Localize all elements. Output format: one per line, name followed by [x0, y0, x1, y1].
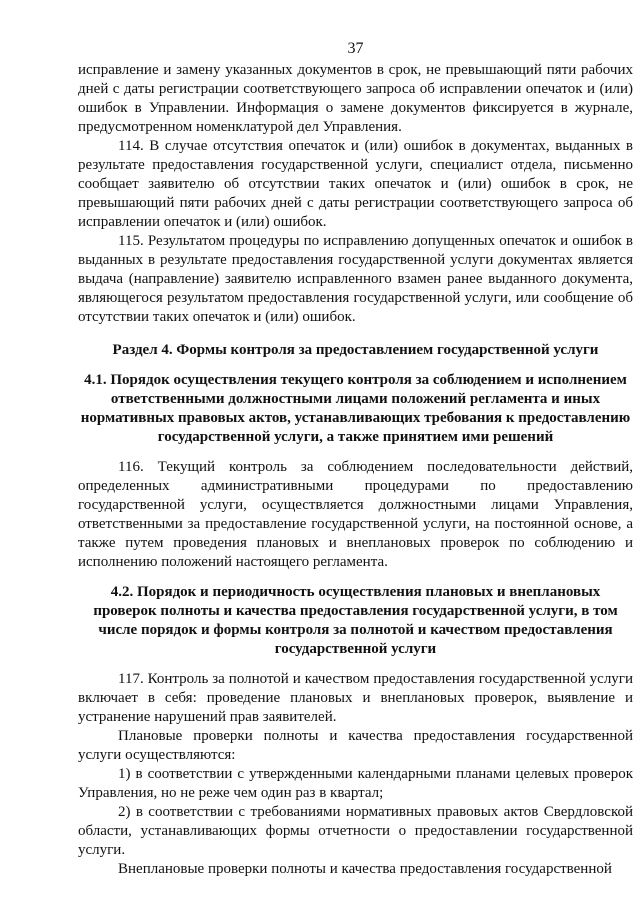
subsection-4-1-title: 4.1. Порядок осуществления текущего контроля за соблюдением и исполнением ответственными должностными лицами положений регламента и иных нормативных правовых актов, устанавливающих требования к предоставлению государственной услуги, а также принятием ими решений [80, 372, 631, 445]
list-item-1: 1) в соответствии с утвержденными календарными планами целевых проверок Управления, но не реже чем один раз в квартал; [78, 766, 633, 801]
unplanned-checks-start: Внеплановые проверки полноты и качества предоставления государственной [118, 861, 612, 877]
list-item-2: 2) в соответствии с требованиями нормативных правовых актов Свердловской области, устанавливающих формы отчетности о предоставлении государственной услуги. [78, 804, 633, 858]
paragraph-116: 116. Текущий контроль за соблюдением последовательности действий, определенных административными процедурами по предоставлению государственной услуги, осуществляется должностными лицами Управления, ответственными за предоставление государственной услуги, на постоянной основе, а также путем проведения плановых и внеплановых проверок по соблюдению и исполнению положений настоящего регламента. [78, 459, 633, 570]
document-body [78, 61, 633, 879]
paragraph-117: 117. Контроль за полнотой и качеством предоставления государственной услуги включает в себя: проведение плановых и внеплановых проверок, выявление и устранение нарушений прав заявителей. [78, 671, 633, 725]
page-number: 37 [347, 40, 364, 57]
paragraph-114: 114. В случае отсутствия опечаток и (или) ошибок в документах, выданных в результате предоставления государственной услуги, специалист отдела, письменно сообщает заявителю об отсутствии таких опечаток и (или) ошибок в срок, не превышающий пяти рабочих дней с даты регистрации соответствующего запроса об исправлении опечаток и (или) ошибок. [78, 138, 633, 230]
section-4-title: Раздел 4. Формы контроля за предоставлением государственной услуги [112, 342, 599, 358]
paragraph-115: 115. Результатом процедуры по исправлению допущенных опечаток и ошибок в выданных в результате предоставления государственной услуги документах является выдача (направление) заявителю исправленного взамен ранее выданного документа, являющегося результатом предоставления государственной услуги, или сообщение об отсутствии таких опечаток и (или) ошибок. [78, 233, 633, 325]
paragraph-continuation: исправление и замену указанных документов в срок, не превышающий пяти рабочих дней с даты регистрации соответствующего запроса об исправлении опечаток и (или) ошибок в Управлении. Информация о замене документов фиксируется в журнале, предусмотренном номенклатурой дел Управления. [78, 62, 633, 135]
planned-checks-intro: Плановые проверки полноты и качества предоставления государственной услуги осуществляются: [78, 728, 633, 763]
subsection-4-2-title: 4.2. Порядок и периодичность осуществления плановых и внеплановых проверок полноты и качества предоставления государственной услуги, в том числе порядок и формы контроля за полнотой и качеством предоставления государственной услуги [93, 584, 618, 657]
